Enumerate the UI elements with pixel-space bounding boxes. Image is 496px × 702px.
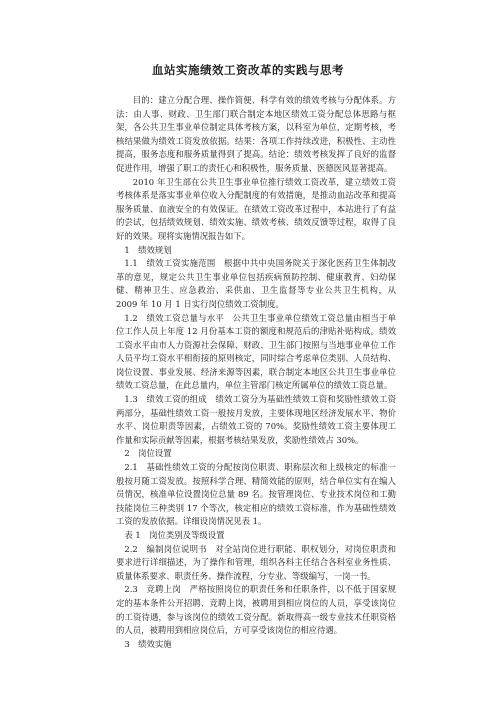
body-paragraph: 1.2 绩效工资总量与水平 公共卫生事业单位绩效工资总量由相当于单位工作人员上年度 12 月份基本工资的额度和规范后的津贴补贴构成。绩效工资水平由市人力资源社会保障、财政、卫生部门按照与当地事业单位工作人员平均工资水平相衔接的原则核定，同时综合考虑单位类别、人员结构、岗位设置、事业发展、经济来源等因素，联合制定本地区公共卫生事业单位绩效工资总量，在此总量内，单位主管部门核定所属单位的绩效工资总量。 — [116, 312, 396, 391]
abstract-paragraph: 目的：建立分配合理、操作简便、科学有效的绩效考核与分配体系。方法：由人事、财政、卫生部门联合制定本地区绩效工资分配总体思路与框架，各公共卫生事业单位制定具体考核方案，以科室为单位，定期考核，考核结果做为绩效工资发放依据。结果：各项工作持续改进，积极性、主动性提高，服务态度和服务质量得到了提高。结论：绩效考核发挥了良好的监督促进作用，增强了职工的责任心和积极性，服务质量、医德医风显著提高。 — [116, 95, 396, 173]
document-body — [116, 94, 396, 651]
intro-paragraph: 2010 年卫生部在公共卫生事业单位推行绩效工资改革，建立绩效工资考核体系是落实事业单位收入分配制度的有效措施，是推动血站改革和提高服务质量、血液安全的有效保证。在绩效工资改革过程中，本站进行了有益的尝试，包括绩效规划、绩效实施、绩效考核、绩效反馈等过程，取得了良好的效果。现将实施情况报告如下。 — [116, 176, 396, 241]
table-caption: 表 1 岗位类别及等级设置 — [124, 530, 225, 540]
body-paragraph: 2.2 编制岗位说明书 对全站岗位进行职能、职权划分，对岗位职责和要求进行详细描述，为了操作和管理，组织各科主任结合各科室业务性质、质量体系要求、职责任务、操作流程，分专业、等级编写，一岗一书。 — [116, 543, 396, 581]
section-heading: 1 绩效规划 — [124, 244, 172, 255]
section-heading: 3 绩效实施 — [124, 638, 172, 649]
body-paragraph: 2.3 竞聘上岗 严格按照岗位的职责任务和任职条件，以不低于国家规定的基本条件公开招聘、竞聘上岗，被聘用到相应岗位的人员，享受该岗位的工资待遇，参与该岗位的绩效工资分配。新取得高一级专业技术任职资格的人员，被聘用到相应岗位后，方可享受该岗位的相应待遇。 — [116, 584, 396, 636]
body-paragraph: 2.1 基础性绩效工资的分配按岗位职责、职称层次和上级核定的标准一般按月随工资发放。按照科学合理、精简效能的原则，结合单位实有在编人员情况，核准单位设置岗位总量 89 名。按管理岗位、专业技术岗位和工勤技能岗位三种类别 17 个等次，核定相应的绩效工资标准，作为基础性绩效工资的发放依据。详细设岗情况见表 1。 — [116, 462, 396, 527]
document-title: 血站实施绩效工资改革的实践与思考 — [152, 63, 344, 77]
section-heading: 2 岗位设置 — [124, 448, 172, 459]
body-paragraph: 1.1 绩效工资实施范围 根据中共中央国务院关于深化医药卫生体制改革的意见，规定公共卫生事业单位包括疾病预防控制、健康教育、妇幼保健、精神卫生、应急救治、采供血、卫生监督等专业公共卫生机构，从 2009 年 10 月 1 日实行岗位绩效工资制度。 — [116, 258, 396, 309]
body-paragraph: 1.3 绩效工资的组成 绩效工资分为基础性绩效工资和奖励性绩效工资两部分，基础性绩效工资一般按月发放，主要体现地区经济发展水平、物价水平、岗位职责等因素，占绩效工资的 70%。奖励性绩效工资主要体现工作量和实际贡献等因素，根据考核结果发放，奖励性绩效占 30%。 — [116, 394, 396, 445]
